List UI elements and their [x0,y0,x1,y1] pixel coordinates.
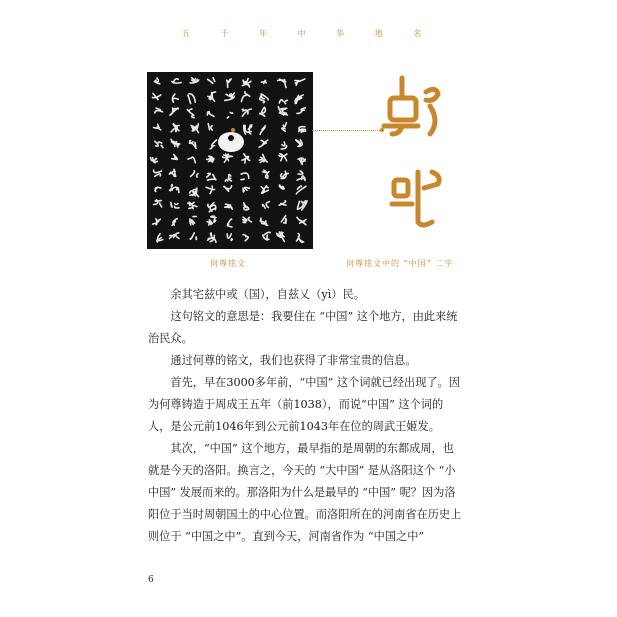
inscription-stroke [304,201,305,204]
inscription-stroke [171,204,172,207]
inscription-stroke [211,233,212,237]
inscription-stroke [158,142,161,143]
inscription-rubbing-image [147,72,313,249]
inscription-stroke [230,113,232,114]
paragraph: 余其宅兹中或（国），自兹乂（yì）民。 [170,288,365,301]
paragraph: 通过何尊的铭文，我们也获得了非常宝贵的信息。 [170,354,417,367]
zhongguo-bronze-glyphs-image [378,72,468,242]
inscription-stroke [172,185,173,187]
paragraph: 这句铭文的意思是：我要住在 “中国” 这个地方，由此来统治民众。 [148,310,458,345]
inscription-stroke [188,158,190,159]
connector-dot-left [231,128,235,132]
paragraph: 首先，早在3000多年前，“中国” 这个词就已经出现了。因为何尊铸造于周成王五年（前1038），而说“中国” 这个词的人，是公元前1046年到公元前1043年在位的周武王姬发。 [148,376,460,433]
inscription-stroke [208,204,209,207]
inscription-stroke [231,239,232,241]
inscription-stroke [155,201,161,202]
figure-caption-left: 何尊铭文 [210,259,246,268]
paragraph: 其次，“中国” 这个地方，最早指的是周朝的东都成周，也就是今天的洛阳。换言之，今天的 “大中国” 是从洛阳这个 “小中国” 发展而来的。那洛阳为什么是最早的 “中国” 呢？因为洛阳位于当时周朝国土的中心位置。而洛阳所在的河南省在历史上则位于 “中国之中”。直到今天，河南省作为 “中国之中” [148,442,462,543]
inscription-stroke [208,238,213,239]
inscription-stroke [286,219,287,224]
inscription-stroke [189,202,190,205]
inscription-stroke [214,218,216,223]
inscription-stroke [172,159,178,160]
body-text [148,284,464,548]
figure-caption-right: 何尊铭文中的 “中国” 二字 [346,259,454,268]
inscription-stroke [241,179,244,180]
running-header: 五 千 年 中 华 地 名 [181,29,436,38]
connector-line [312,130,382,131]
page-number: 6 [148,575,154,585]
inscription-stroke [175,204,178,205]
inscription-stroke [242,109,243,110]
inscription-stroke [227,117,228,118]
inscription-stroke [266,186,268,187]
